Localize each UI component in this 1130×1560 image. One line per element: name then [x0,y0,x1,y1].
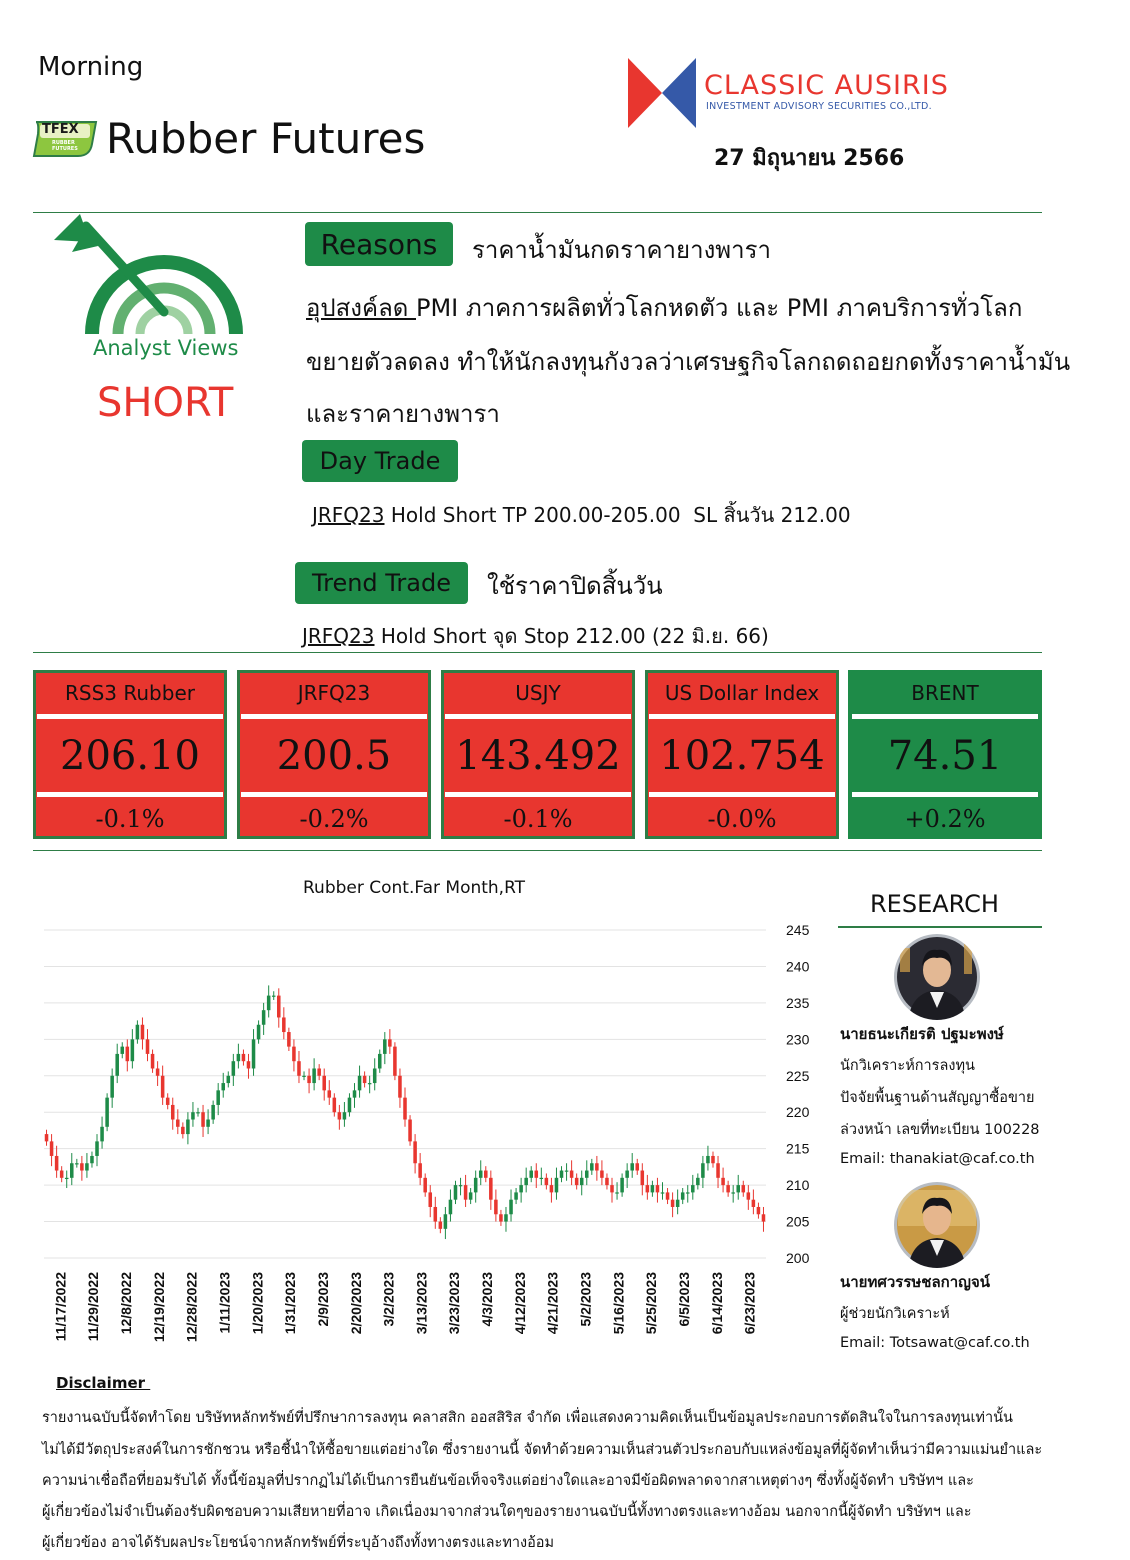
candle-body [540,1178,544,1179]
x-tick-label: 12/28/2022 [183,1272,200,1343]
brand-name: CLASSIC AUSIRIS [704,70,949,101]
disclaimer-line: ไม่ได้มีวัตถุประสงค์ในการชักชวน หรือชี้นำให้ซื้อขายแต่อย่างใด ซึ่งรายงานนี้ จัดทำด้วยความเห็นส่วนตัวประกอบกับแหล่งข้อมูลที่ผู้จัดทำเห็นว่ามีความแม่นยำและ [42,1442,1043,1458]
candle-body [70,1163,74,1178]
candle-body [620,1178,624,1193]
candle-body [484,1171,488,1178]
candle-body [388,1039,392,1046]
candle-body [156,1068,160,1075]
candle-body [302,1076,306,1077]
candle-body [146,1039,150,1054]
candle-body [509,1200,513,1215]
brand-logo [628,58,696,128]
candle-body [221,1083,225,1090]
candle-body [242,1054,246,1061]
disclaimer-line: ผู้เกี่ยวข้อง อาจได้รับผลประโยชน์จากหลักทรัพย์ที่ระบุอ้างถึงทั้งทางตรงและทางอ้อม [42,1535,555,1551]
reasons-body-3: และราคายางพารา [306,400,500,428]
candle-body [45,1134,49,1141]
candle-body [105,1098,109,1127]
chart-title: Rubber Cont.Far Month,RT [303,878,526,898]
candle-body [535,1171,539,1178]
candle-body [752,1200,756,1207]
candle-body [110,1076,114,1098]
candle-body [191,1112,195,1119]
candle-body [555,1178,559,1193]
candle-body [590,1163,594,1170]
candle-body [696,1178,700,1185]
candle-body [65,1178,69,1179]
candle-body [661,1192,665,1193]
candle-body [635,1163,639,1170]
researcher-1-email[interactable]: Email: thanakiat@caf.co.th [840,1151,1035,1167]
x-tick-label: 3/2/2023 [380,1272,397,1327]
disclaimer-line: ความน่าเชื่อถือที่ยอมรับได้ ทั้งนี้ข้อมูลที่ปรากฏไม่ได้เป็นการยืนยันข้อเท็จจริงแต่อย่างใดและอาจมีข้อผิดพลาดจากสาเหตุต่างๆ ซึ่งทั้งผู้จัดทำ บริษัทฯ และ [42,1473,974,1489]
candle-body [403,1098,407,1120]
candle-body [646,1185,650,1192]
candle-body [131,1039,135,1061]
candle-body [237,1054,241,1061]
candle-body [641,1171,645,1186]
candle-body [731,1192,735,1193]
candle-body [691,1185,695,1192]
y-tick-label: 210 [786,1177,810,1194]
candle-body [358,1076,362,1091]
x-tick-label: 4/21/2023 [544,1272,561,1335]
divider-bottom [33,850,1042,851]
candle-body [136,1025,140,1040]
disclaimer-title: Disclaimer [56,1374,151,1392]
candle-body [126,1047,130,1062]
candle-body [545,1178,549,1185]
x-tick-label: 1/31/2023 [282,1272,299,1335]
researcher-1-license: ล่วงหน้า เลขที่ทะเบียน 100228 [840,1122,1040,1138]
candle-body [181,1127,185,1134]
researcher-1-name: นายธนะเกียรติ ปฐมะพงษ์ [840,1025,1004,1043]
research-underline [838,926,1042,928]
candle-body [272,996,276,997]
reasons-body-2: ขยายตัวลดลง ทำให้นักลงทุนกังวลว่าเศรษฐกิจโลกถดถอยกดทั้งราคาน้ำมัน [306,348,1071,376]
edition-label: Morning [38,52,144,82]
candle-body [363,1076,367,1083]
candle-body [499,1214,503,1221]
candle-body [267,996,271,1011]
candle-body [413,1141,417,1163]
researcher-2-email[interactable]: Email: Totsawat@caf.co.th [840,1335,1030,1351]
market-card-jrfq23: JRFQ23 200.5 -0.2% [237,670,431,839]
candle-body [625,1171,629,1178]
candle-body [408,1120,412,1142]
candle-body [186,1120,190,1135]
candle-body [423,1178,427,1193]
candle-body [120,1047,124,1054]
x-tick-label: 5/2/2023 [577,1272,594,1327]
candle-body [100,1127,104,1142]
candle-body [206,1120,210,1127]
candle-body [565,1171,569,1172]
candle-body [307,1076,311,1083]
candle-body [676,1200,680,1207]
divider-mid [33,652,1042,653]
candle-body [630,1163,634,1170]
report-date: 27 มิถุนายน 2566 [714,146,905,171]
disclaimer-line: รายงานฉบับนี้จัดทำโดย บริษัทหลักทรัพย์ที่ปรึกษาการลงทุน คลาสสิก ออสสิริส จำกัด เพื่อแสดงความคิดเห็นเป็นข้อมูลประกอบการตัดสินใจในการลงทุนเท่านั้น [42,1410,1013,1426]
x-tick-label: 5/25/2023 [643,1272,660,1335]
candle-body [232,1061,236,1076]
candle-body [262,1010,266,1025]
candle-body [383,1039,387,1054]
candle-body [721,1178,725,1185]
trend-trade-contract: JRFQ23 [302,624,375,648]
analyst-views-label: Analyst Views [93,336,239,360]
candle-body [151,1054,155,1069]
y-tick-label: 215 [786,1140,810,1157]
candle-body [519,1185,523,1192]
candle-body [141,1025,145,1040]
candle-body [287,1032,291,1047]
x-tick-label: 5/16/2023 [610,1272,627,1335]
y-tick-label: 205 [786,1213,810,1230]
candle-body [736,1185,740,1192]
candle-body [348,1098,352,1113]
candle-body [90,1156,94,1163]
day-trade-contract: JRFQ23 [312,503,385,527]
candle-body [686,1192,690,1193]
candle-body [434,1207,438,1222]
x-tick-label: 3/13/2023 [413,1272,430,1335]
candle-body [297,1061,301,1076]
candle-body [378,1054,382,1069]
brand-subtitle: INVESTMENT ADVISORY SECURITIES CO.,LTD. [706,101,932,112]
candle-body [418,1163,422,1178]
candle-body [585,1171,589,1178]
candle-body [428,1192,432,1207]
candle-body [227,1076,231,1083]
candle-body [529,1171,533,1178]
x-tick-label: 12/8/2022 [118,1272,135,1335]
market-card-brent: BRENT 74.51 +0.2% [848,670,1042,839]
x-tick-label: 11/29/2022 [85,1272,102,1342]
candle-body [393,1047,397,1076]
x-tick-label: 2/20/2023 [347,1272,364,1335]
candle-body [322,1076,326,1091]
candle-body [570,1171,574,1178]
candle-body [580,1178,584,1185]
x-tick-label: 11/17/2022 [52,1272,69,1342]
candle-body [757,1207,761,1214]
candle-body [282,1017,286,1032]
reasons-body-1: อุปสงค์ลด PMI ภาคการผลิตทั่วโลกหดตัว และ PMI ภาคบริการทั่วโลก [306,294,1023,322]
candle-body [50,1141,54,1156]
researcher-2-name: นายทศวรรษชลกาญจน์ [840,1273,990,1291]
candle-body [459,1185,463,1186]
candle-body [95,1141,99,1156]
avatar [894,1182,980,1268]
candle-body [474,1178,478,1193]
candle-body [595,1163,599,1170]
candle-body [560,1171,564,1178]
avatar [894,934,980,1020]
market-card-dxy: US Dollar Index 102.754 -0.0% [645,670,839,839]
candle-body [85,1163,89,1170]
candle-body [494,1200,498,1215]
trend-trade-note: ใช้ราคาปิดสิ้นวัน [487,572,663,600]
reasons-headline: ราคาน้ำมันกดราคายางพารา [472,236,771,264]
candle-body [176,1120,180,1127]
candle-body [469,1192,473,1199]
candle-body [449,1200,453,1215]
candle-body [504,1214,508,1221]
candle-body [454,1185,458,1200]
candle-body [211,1105,215,1120]
candle-body [216,1090,220,1105]
candle-body [161,1076,165,1098]
candle-body [489,1178,493,1200]
candle-body [333,1098,337,1113]
candle-body [257,1025,261,1040]
x-tick-label: 6/5/2023 [675,1272,692,1327]
x-tick-label: 4/12/2023 [511,1272,528,1335]
candle-body [656,1185,660,1192]
candle-body [550,1185,554,1192]
candle-body [368,1083,372,1084]
candle-body [711,1156,715,1163]
y-tick-label: 230 [786,1031,810,1048]
candle-body [247,1061,251,1068]
candle-body [80,1163,84,1170]
candle-body [681,1192,685,1199]
candle-body [444,1214,448,1229]
candle-body [651,1185,655,1192]
y-tick-label: 200 [786,1250,810,1266]
candle-body [353,1090,357,1097]
target-icon [52,212,258,342]
analyst-view: SHORT [97,380,234,426]
x-tick-label: 2/9/2023 [314,1272,331,1327]
x-tick-label: 4/3/2023 [479,1272,496,1327]
page-title: Rubber Futures [106,114,426,163]
candle-body [338,1112,342,1119]
candle-body [479,1171,483,1178]
candle-body [666,1192,670,1199]
reasons-sub-label: อุปสงค์ลด [306,294,416,322]
candle-body [600,1171,604,1178]
candle-body [575,1178,579,1185]
candle-body [75,1163,79,1164]
candle-body [464,1185,468,1200]
candle-body [439,1222,443,1229]
researcher-1-detail: ปัจจัยพื้นฐานด้านสัญญาซื้อขาย [840,1090,1035,1106]
candle-body [524,1178,528,1185]
reasons-tag: Reasons [305,222,453,266]
candle-body [610,1185,614,1192]
candle-body [55,1156,59,1171]
candle-body [747,1192,751,1199]
x-tick-label: 6/14/2023 [708,1272,725,1335]
candle-body [726,1185,730,1192]
candle-body [398,1076,402,1098]
candle-body [716,1163,720,1178]
candle-body [742,1185,746,1192]
y-tick-label: 225 [786,1067,810,1084]
researcher-1-role: นักวิเคราะห์การลงทุน [840,1058,975,1074]
tfex-logo: TFEX RUBBER FUTURES [30,118,100,160]
market-card-rss3: RSS3 Rubber 206.10 -0.1% [33,670,227,839]
candle-body [166,1098,170,1105]
y-tick-label: 235 [786,994,810,1011]
y-tick-label: 240 [786,958,810,975]
y-tick-label: 245 [786,922,810,938]
candle-body [201,1112,205,1127]
candle-body [115,1054,119,1076]
candle-body [171,1105,175,1120]
candle-body [277,996,281,1018]
researcher-2-role: ผู้ช่วยนักวิเคราะห์ [840,1306,950,1322]
candle-body [343,1112,347,1119]
candle-body [60,1171,64,1178]
x-tick-label: 1/20/2023 [249,1272,266,1335]
candle-body [762,1214,766,1221]
candle-body [706,1156,710,1163]
x-tick-label: 1/11/2023 [216,1272,233,1334]
disclaimer-line: ผู้เกี่ยวข้องไม่จำเป็นต้องรับผิดชอบความเสียหายที่อาจ เกิดเนื่องมาจากส่วนใดๆของรายงานฉบับนี้ทั้งทางตรงและทางอ้อม นอกจากนี้ผู้จัดทำ บริษัทฯ และ [42,1504,972,1520]
trend-trade-tag: Trend Trade [295,562,468,604]
day-trade-text: JRFQ23 Hold Short TP 200.00-205.00 SL สิ้นวัน 212.00 [312,503,851,527]
y-tick-label: 220 [786,1104,810,1121]
research-title: RESEARCH [870,890,999,918]
trend-trade-text: JRFQ23 Hold Short จุด Stop 212.00 (22 มิ.ย. 66) [302,624,769,648]
candle-body [312,1068,316,1083]
x-tick-label: 6/23/2023 [741,1272,758,1335]
candle-body [327,1090,331,1097]
candle-body [317,1068,321,1075]
candle-body [252,1039,256,1068]
candle-body [292,1047,296,1062]
candle-body [615,1192,619,1193]
brand-logo-mark [628,58,696,128]
market-card-usjy: USJY 143.492 -0.1% [441,670,635,839]
candlestick-chart [0,900,830,1370]
candle-body [196,1112,200,1113]
candle-body [701,1163,705,1178]
x-tick-label: 3/23/2023 [446,1272,463,1335]
day-trade-tag: Day Trade [302,440,458,482]
candle-body [373,1068,377,1083]
candle-body [671,1200,675,1207]
candle-body [605,1178,609,1185]
x-tick-label: 12/19/2022 [150,1272,167,1343]
candle-body [514,1192,518,1199]
